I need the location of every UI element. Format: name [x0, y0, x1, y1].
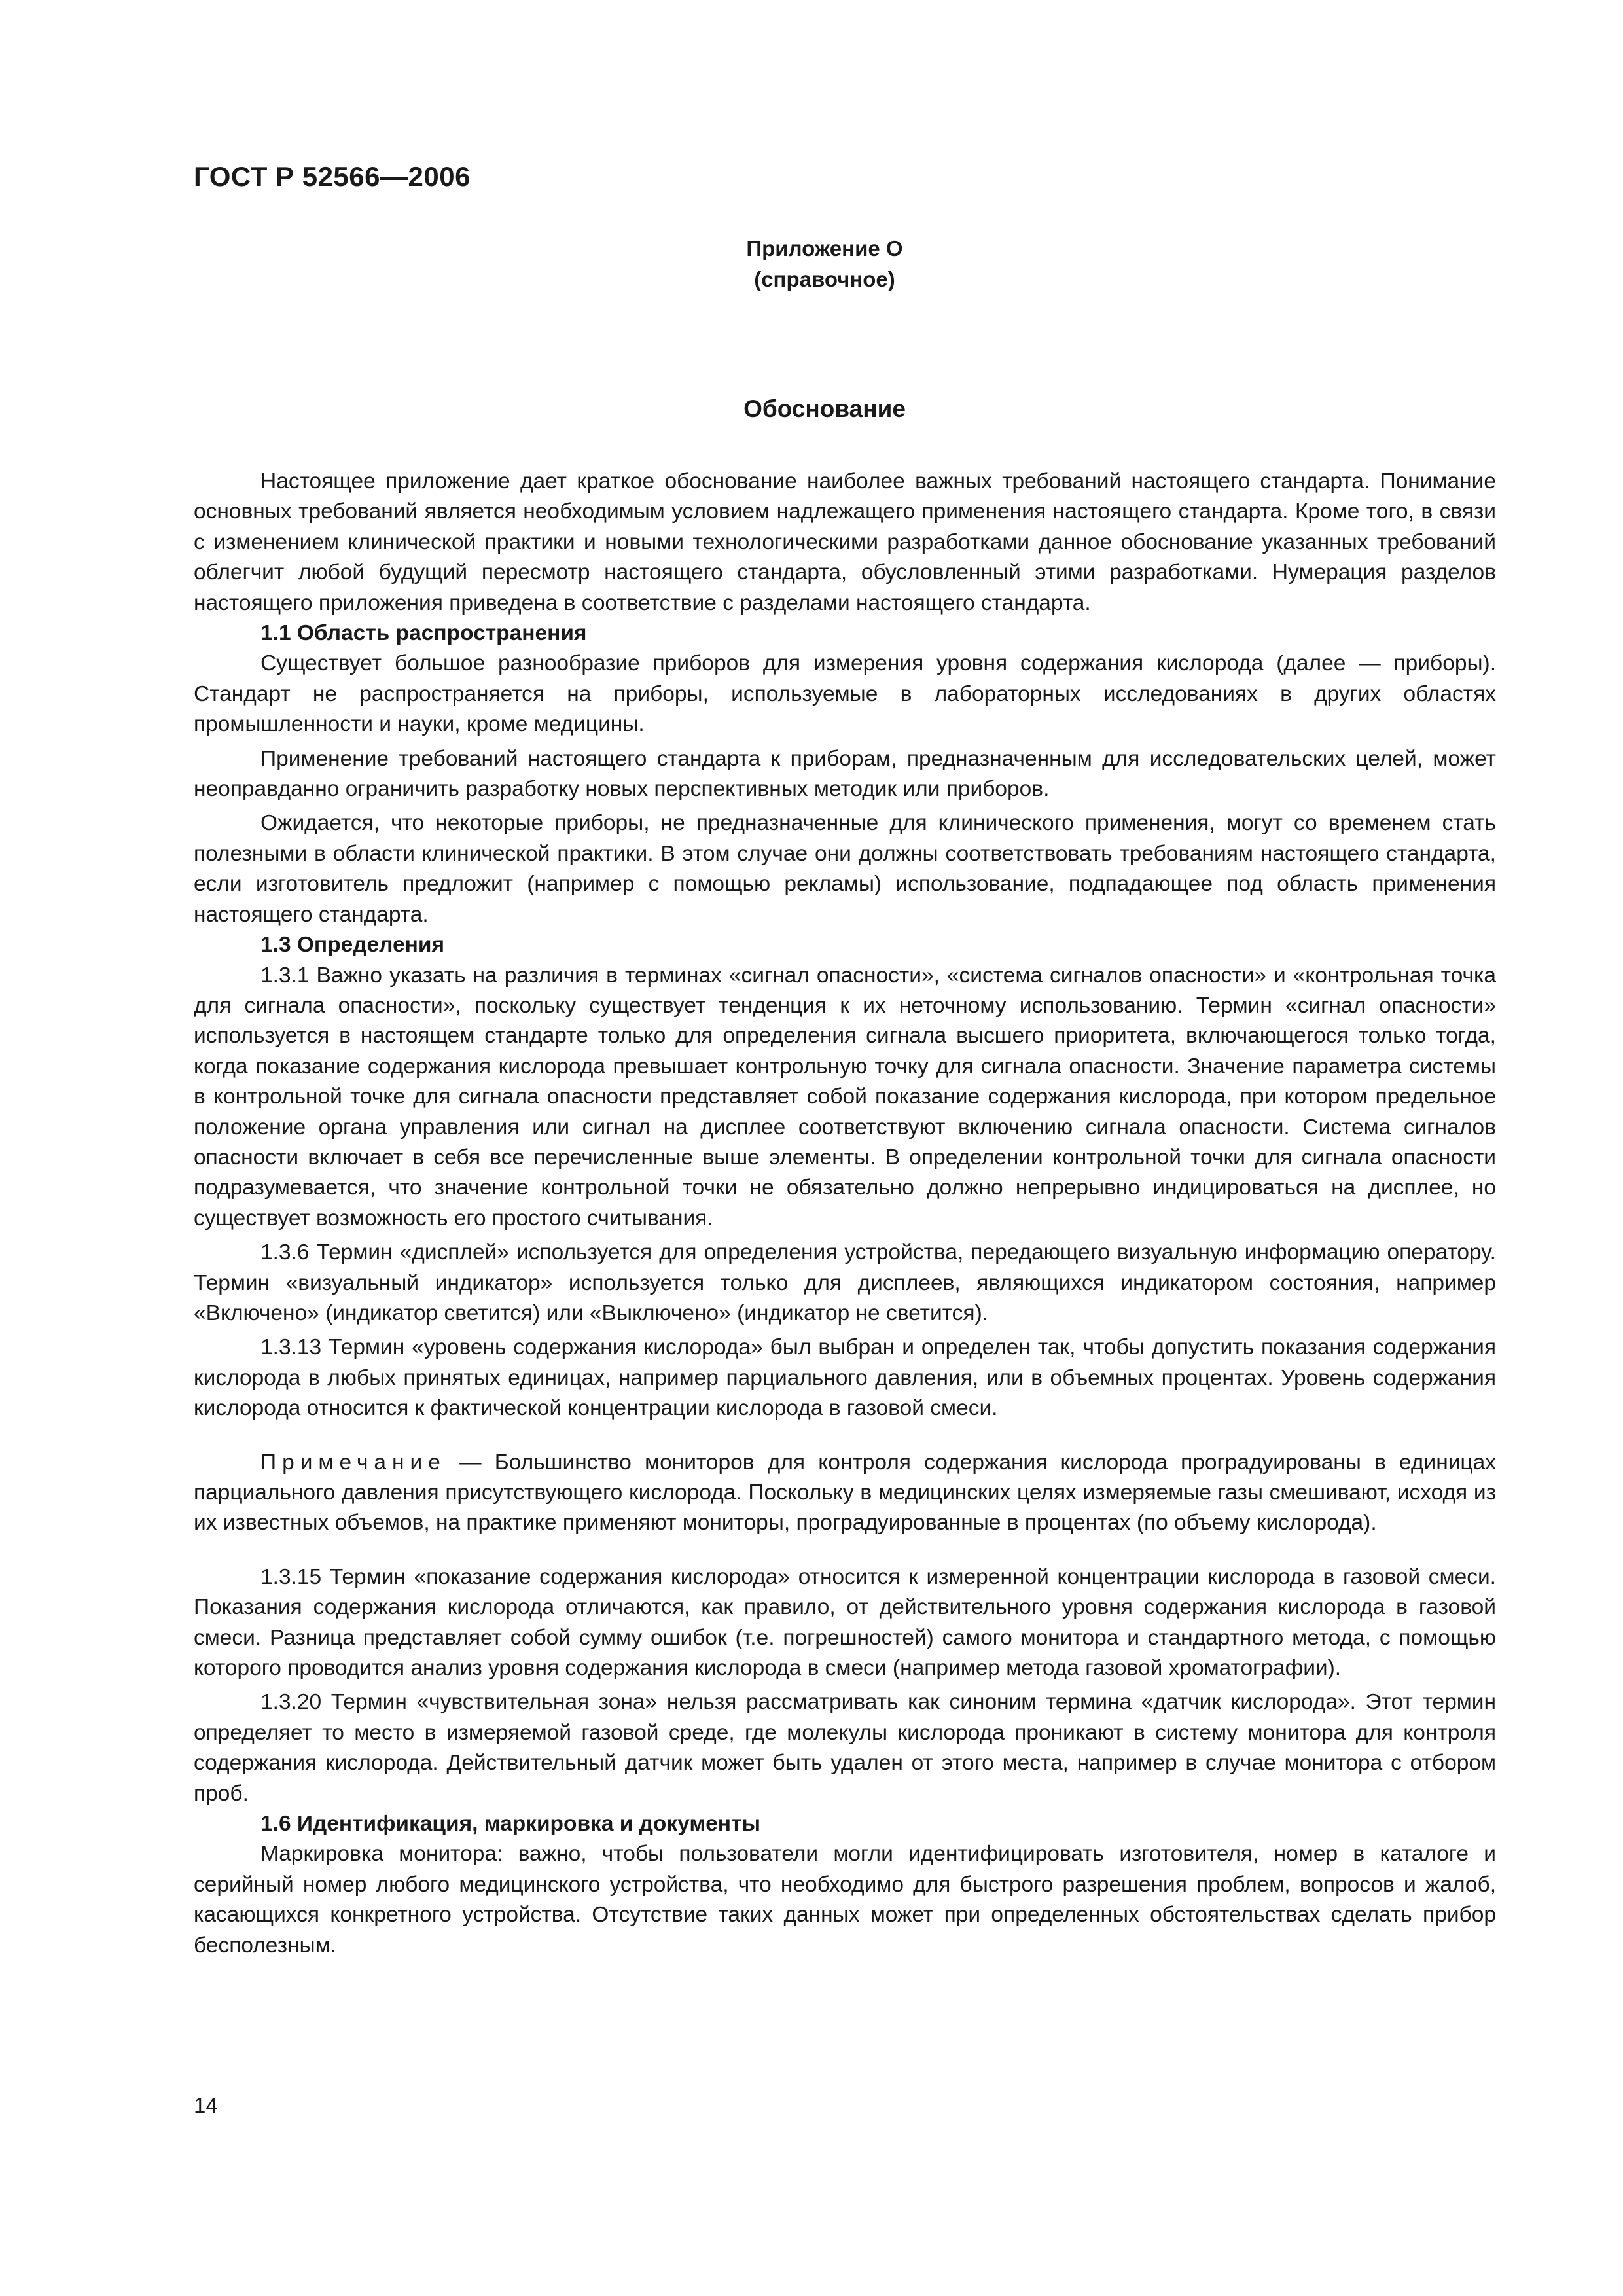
note-paragraph [194, 1448, 1496, 1539]
paragraph-1-3-15: 1.3.15 Термин «показание содержания кислорода» относится к измеренной концентрации кислорода в газовой смеси. Показания содержания кислорода отличаются, как правило, от действительного уровня содержания кислорода в газовой смеси. Разница представляет собой сумму ошибок (т.е. погрешностей) самого монитора и стандартного метода, с помощью которого проводится анализ уровня содержания кислорода в смеси (например метода газовой хроматографии). [194, 1564, 1496, 1681]
appendix-title: Приложение О [746, 236, 903, 260]
paragraph-1-1-c: Ожидается, что некоторые приборы, не предназначенные для клинического применения, могут со временем стать полезными в области клинической практики. В этом случае они должны соответствовать требованиям настоящего стандарта, если изготовитель предложит (например с помощью рекламы) использование, подпадающее под область применения настоящего стандарта. [194, 811, 1496, 927]
paragraph-1-3-13: 1.3.13 Термин «уровень содержания кислорода» был выбран и определен так, чтобы допустить показания содержания кислорода в любых принятых единицах, например парциального давления, или в объемных процентах. Уровень содержания кислорода относится к фактической концентрации кислорода в газовой смеси. [194, 1335, 1496, 1421]
paragraph-1-3-6: 1.3.6 Термин «дисплей» используется для определения устройства, передающего визуальную информацию оператору. Термин «визуальный индикатор» используется только для дисплеев, являющихся индикатором состояния, например «Включено» (индикатор светится) или «Выключено» (индикатор не светится). [194, 1240, 1496, 1325]
appendix-heading [194, 233, 1455, 295]
note-label: Примечание [260, 1450, 446, 1475]
page-number: 14 [194, 2093, 218, 2117]
paragraph-1-6: Маркировка монитора: важно, чтобы пользователи могли идентифицировать изготовителя, номер в каталоге и серийный номер любого медицинского устройства, что необходимо для быстрого разрешения проблем, вопросов и жалоб, касающихся конкретного устройства. Отсутствие таких данных может при определенных обстоятельствах сделать прибор бесполезным. [194, 1842, 1496, 1958]
section-heading-1-1: 1.1 Область распространения [260, 621, 587, 646]
section-heading-1-6: 1.6 Идентификация, маркировка и документы [260, 1812, 761, 1837]
paragraph-1-1-b: Применение требований настоящего стандарта к приборам, предназначенным для исследовательских целей, может неоправданно ограничить разработку новых перспективных методик или приборов. [194, 746, 1496, 802]
note-text: — Большинство мониторов для контроля содержания кислорода проградуированы в единицах парциального давления присутствующего кислорода. Поскольку в медицинских целях измеряемые газы смешивают, исходя из их известных объемов, на практике применяют мониторы, проградуированные в процентах (по объему кислорода). [194, 1450, 1496, 1535]
section-heading-1-3: 1.3 Определения [260, 933, 445, 958]
appendix-subtitle: (справочное) [754, 267, 895, 291]
paragraph-1-3-20: 1.3.20 Термин «чувствительная зона» нельзя рассматривать как синоним термина «датчик кислорода». Этот термин определяет то место в измеряемой газовой среде, где молекулы кислорода проникают в систему монитора для контроля содержания кислорода. Действительный датчик может быть удален от этого места, например в случае монитора с отбором проб. [194, 1690, 1496, 1806]
paragraph-1-3-1: 1.3.1 Важно указать на различия в терминах «сигнал опасности», «система сигналов опасности» и «контрольная точка для сигнала опасности», поскольку существует тенденция к их неточному использованию. Термин «сигнал опасности» используется в настоящем стандарте только для определения сигнала высшего приоритета, включающегося только тогда, когда показание содержания кислорода превышает контрольную точку для сигнала опасности. Значение параметра системы в контрольной точке для сигнала опасности представляет собой показание содержания кислорода, при котором предельное положение органа управления или сигнал на дисплее соответствуют включению сигнала опасности. Система сигналов опасности включает в себя все перечисленные выше элементы. В определении контрольной точки для сигнала опасности подразумевается, что значение контрольной точки не обязательно должно непрерывно индицироваться на дисплее, но существует возможность его простого считывания. [194, 963, 1496, 1230]
intro-paragraph: Настоящее приложение дает краткое обоснование наиболее важных требований настоящего стандарта. Понимание основных требований является необходимым условием надлежащего применения настоящего стандарта. Кроме того, в связи с изменением клинической практики и новыми технологическими разработками данное обоснование указанных требований облегчит любой будущий пересмотр настоящего стандарта, обусловленный этими разработками. Нумерация разделов настоящего приложения приведена в соответствие с разделами настоящего стандарта. [194, 469, 1496, 615]
section-title: Обоснование [743, 395, 906, 422]
standard-designation: ГОСТ Р 52566—2006 [194, 161, 471, 192]
document-body [194, 467, 1496, 1961]
paragraph-1-1-a: Существует большое разнообразие приборов для измерения уровня содержания кислорода (далее — приборы). Стандарт не распространяется на приборы, используемые в лабораторных исследованиях в других областях промышленности и науки, кроме медицины. [194, 651, 1496, 737]
